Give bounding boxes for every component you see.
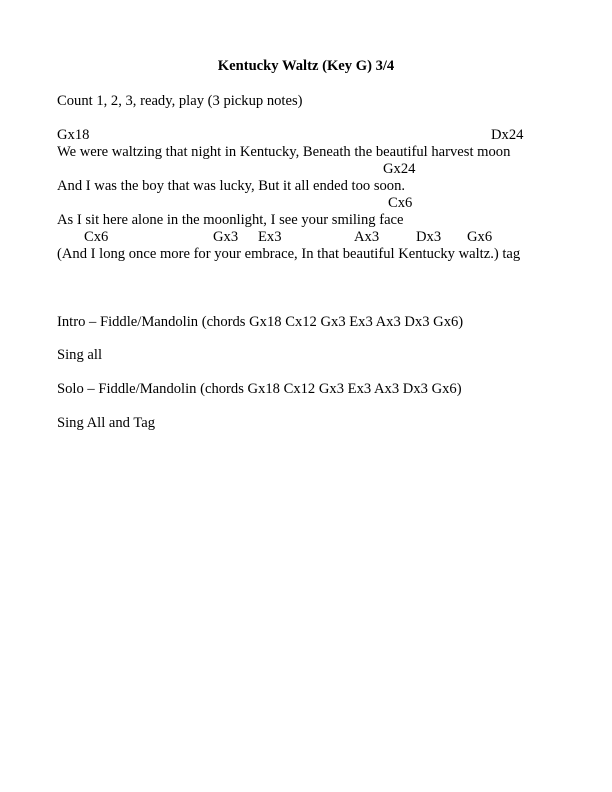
lyric-line: And I was the boy that was lucky, But it all ended too soon. bbox=[57, 178, 406, 194]
solo-instruction: Solo – Fiddle/Mandolin (chords Gx18 Cx12 Gx3 Ex3 Ax3 Dx3 Gx6) bbox=[57, 381, 462, 397]
intro-instruction: Intro – Fiddle/Mandolin (chords Gx18 Cx12 Gx3 Ex3 Ax3 Dx3 Gx6) bbox=[57, 314, 464, 330]
chord-label: Gx3 bbox=[213, 229, 239, 245]
lyric-line: We were waltzing that night in Kentucky, Beneath the beautiful harvest moon bbox=[57, 144, 511, 160]
sing-all-tag-instruction: Sing All and Tag bbox=[57, 415, 156, 431]
lyric-line: (And I long once more for your embrace, In that beautiful Kentucky waltz.) tag bbox=[57, 246, 521, 262]
chord-label: Dx3 bbox=[416, 229, 442, 245]
chord-label: Cx6 bbox=[388, 195, 413, 211]
chord-label: Cx6 bbox=[84, 229, 109, 245]
lyric-line: As I sit here alone in the moonlight, I see your smiling face bbox=[57, 212, 404, 228]
chord-label: Ax3 bbox=[354, 229, 380, 245]
chord-label: Gx6 bbox=[467, 229, 493, 245]
chord-label: Dx24 bbox=[491, 127, 524, 143]
sing-all-instruction: Sing all bbox=[57, 347, 102, 363]
count-in-instruction: Count 1, 2, 3, ready, play (3 pickup notes) bbox=[57, 93, 303, 109]
chord-label: Gx18 bbox=[57, 127, 90, 143]
chord-label: Gx24 bbox=[383, 161, 416, 177]
chord-label: Ex3 bbox=[258, 229, 282, 245]
song-title: Kentucky Waltz (Key G) 3/4 bbox=[217, 58, 395, 74]
